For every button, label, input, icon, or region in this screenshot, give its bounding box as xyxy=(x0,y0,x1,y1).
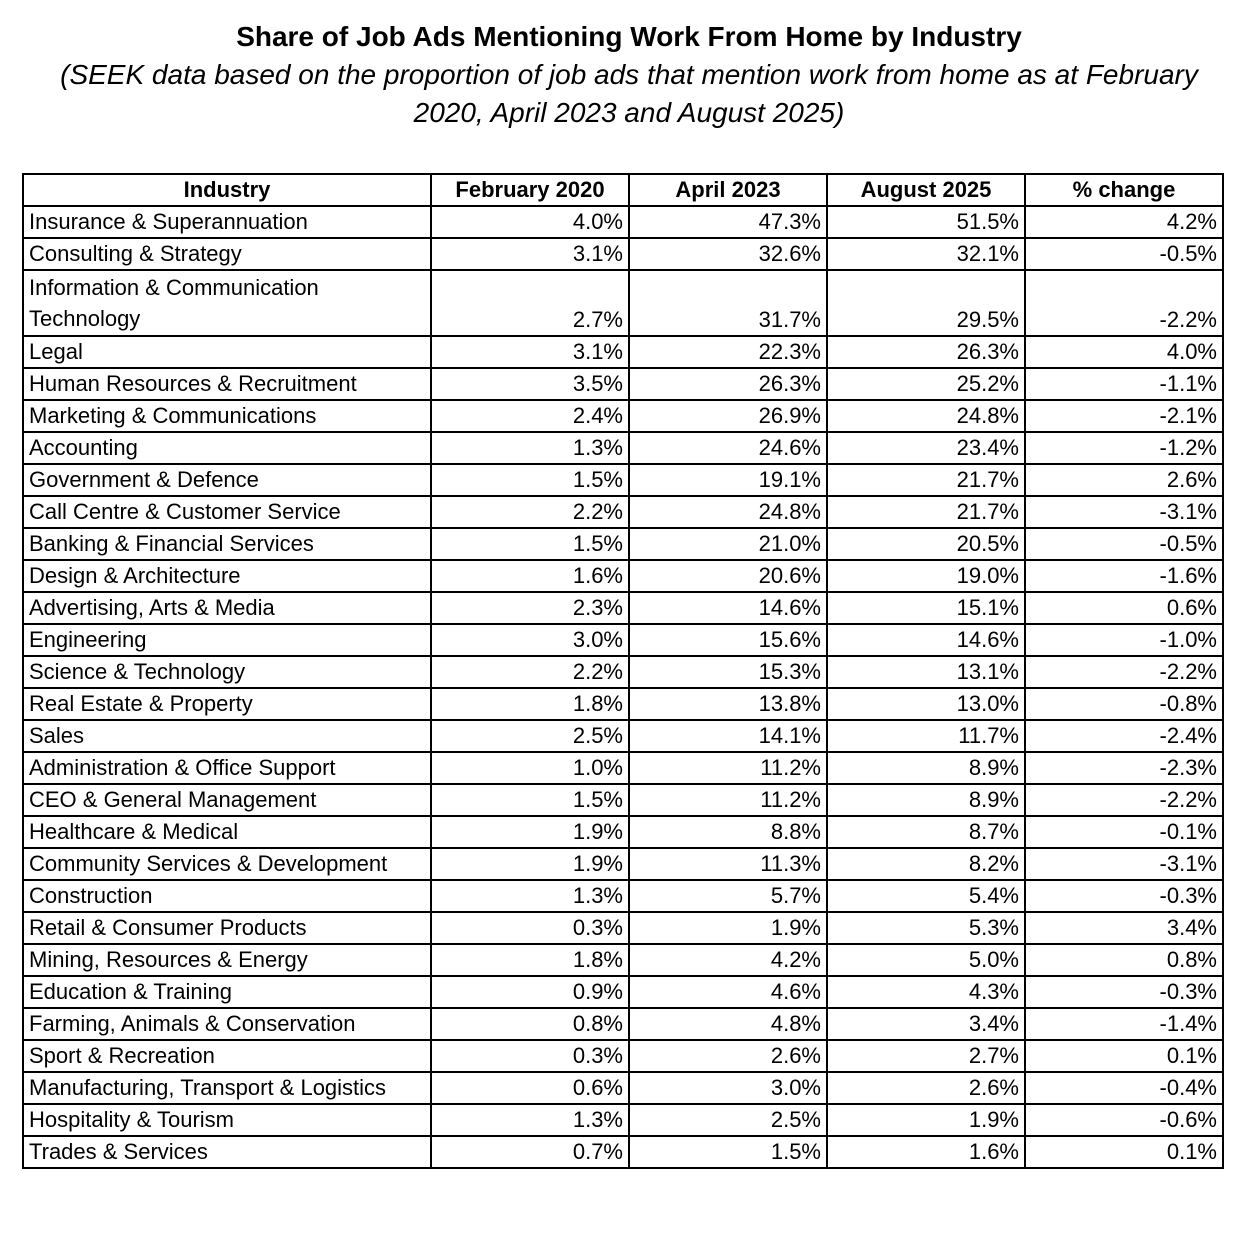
chart-subtitle: (SEEK data based on the proportion of job ads that mention work from home as at February 2020, April 2023 and August 2025) xyxy=(60,59,1198,128)
table-row xyxy=(23,784,1223,816)
industry-cell: Community Services & Development xyxy=(23,848,431,880)
industry-cell: Call Centre & Customer Service xyxy=(23,496,431,528)
apr-2023-cell: 2.6% xyxy=(629,1040,827,1072)
table-row xyxy=(23,752,1223,784)
table-row xyxy=(23,336,1223,368)
apr-2023-cell: 11.2% xyxy=(629,784,827,816)
table-row xyxy=(23,624,1223,656)
apr-2023-cell: 11.2% xyxy=(629,752,827,784)
column-header-apr-2023: April 2023 xyxy=(629,174,827,206)
pct-change-cell: 3.4% xyxy=(1025,912,1223,944)
feb-2020-cell: 2.2% xyxy=(431,656,629,688)
feb-2020-cell: 1.5% xyxy=(431,784,629,816)
aug-2025-cell: 51.5% xyxy=(827,206,1025,238)
table-row xyxy=(23,944,1223,976)
table-row xyxy=(23,206,1223,238)
table-row xyxy=(23,1008,1223,1040)
apr-2023-cell: 15.3% xyxy=(629,656,827,688)
table-row xyxy=(23,1040,1223,1072)
feb-2020-cell: 1.0% xyxy=(431,752,629,784)
industry-cell: Engineering xyxy=(23,624,431,656)
industry-cell: Education & Training xyxy=(23,976,431,1008)
pct-change-cell: -0.6% xyxy=(1025,1104,1223,1136)
table-row xyxy=(23,1104,1223,1136)
aug-2025-cell: 11.7% xyxy=(827,720,1025,752)
apr-2023-cell: 20.6% xyxy=(629,560,827,592)
feb-2020-cell: 2.5% xyxy=(431,720,629,752)
industry-cell: CEO & General Management xyxy=(23,784,431,816)
aug-2025-cell: 23.4% xyxy=(827,432,1025,464)
pct-change-cell: 0.1% xyxy=(1025,1136,1223,1168)
aug-2025-cell: 14.6% xyxy=(827,624,1025,656)
feb-2020-cell: 1.3% xyxy=(431,432,629,464)
pct-change-cell: 0.8% xyxy=(1025,944,1223,976)
apr-2023-cell: 24.8% xyxy=(629,496,827,528)
aug-2025-cell: 8.2% xyxy=(827,848,1025,880)
aug-2025-cell: 15.1% xyxy=(827,592,1025,624)
table-row xyxy=(23,1072,1223,1104)
industry-cell: Science & Technology xyxy=(23,656,431,688)
feb-2020-cell: 1.3% xyxy=(431,880,629,912)
industry-cell: Information & Communication Technology xyxy=(23,270,431,336)
apr-2023-cell: 32.6% xyxy=(629,238,827,270)
column-header-pct-change: % change xyxy=(1025,174,1223,206)
feb-2020-cell: 1.3% xyxy=(431,1104,629,1136)
apr-2023-cell: 11.3% xyxy=(629,848,827,880)
pct-change-cell: -2.2% xyxy=(1025,784,1223,816)
pct-change-cell: -1.6% xyxy=(1025,560,1223,592)
industry-cell: Insurance & Superannuation xyxy=(23,206,431,238)
industry-cell: Advertising, Arts & Media xyxy=(23,592,431,624)
feb-2020-cell: 0.3% xyxy=(431,912,629,944)
aug-2025-cell: 8.7% xyxy=(827,816,1025,848)
aug-2025-cell: 19.0% xyxy=(827,560,1025,592)
feb-2020-cell: 3.1% xyxy=(431,238,629,270)
pct-change-cell: 2.6% xyxy=(1025,464,1223,496)
feb-2020-cell: 1.9% xyxy=(431,816,629,848)
apr-2023-cell: 1.9% xyxy=(629,912,827,944)
pct-change-cell: -1.2% xyxy=(1025,432,1223,464)
pct-change-cell: 0.6% xyxy=(1025,592,1223,624)
apr-2023-cell: 3.0% xyxy=(629,1072,827,1104)
feb-2020-cell: 1.8% xyxy=(431,688,629,720)
feb-2020-cell: 1.6% xyxy=(431,560,629,592)
aug-2025-cell: 29.5% xyxy=(827,270,1025,336)
aug-2025-cell: 21.7% xyxy=(827,464,1025,496)
apr-2023-cell: 5.7% xyxy=(629,880,827,912)
feb-2020-cell: 2.4% xyxy=(431,400,629,432)
table-row xyxy=(23,560,1223,592)
feb-2020-cell: 2.3% xyxy=(431,592,629,624)
table-row xyxy=(23,848,1223,880)
aug-2025-cell: 2.7% xyxy=(827,1040,1025,1072)
feb-2020-cell: 0.8% xyxy=(431,1008,629,1040)
aug-2025-cell: 21.7% xyxy=(827,496,1025,528)
aug-2025-cell: 26.3% xyxy=(827,336,1025,368)
table-row xyxy=(23,464,1223,496)
column-header-aug-2025: August 2025 xyxy=(827,174,1025,206)
table-row xyxy=(23,496,1223,528)
feb-2020-cell: 1.5% xyxy=(431,464,629,496)
aug-2025-cell: 13.1% xyxy=(827,656,1025,688)
industry-cell: Sales xyxy=(23,720,431,752)
aug-2025-cell: 3.4% xyxy=(827,1008,1025,1040)
apr-2023-cell: 4.8% xyxy=(629,1008,827,1040)
industry-cell: Human Resources & Recruitment xyxy=(23,368,431,400)
apr-2023-cell: 15.6% xyxy=(629,624,827,656)
table-row xyxy=(23,976,1223,1008)
aug-2025-cell: 1.9% xyxy=(827,1104,1025,1136)
feb-2020-cell: 1.5% xyxy=(431,528,629,560)
table-row xyxy=(23,432,1223,464)
table-header-row xyxy=(23,174,1223,206)
apr-2023-cell: 19.1% xyxy=(629,464,827,496)
pct-change-cell: -2.1% xyxy=(1025,400,1223,432)
table-row xyxy=(23,656,1223,688)
industry-cell: Consulting & Strategy xyxy=(23,238,431,270)
apr-2023-cell: 26.3% xyxy=(629,368,827,400)
industry-cell: Administration & Office Support xyxy=(23,752,431,784)
apr-2023-cell: 26.9% xyxy=(629,400,827,432)
apr-2023-cell: 14.1% xyxy=(629,720,827,752)
table-row xyxy=(23,368,1223,400)
apr-2023-cell: 22.3% xyxy=(629,336,827,368)
feb-2020-cell: 1.8% xyxy=(431,944,629,976)
pct-change-cell: 4.0% xyxy=(1025,336,1223,368)
apr-2023-cell: 4.2% xyxy=(629,944,827,976)
industry-cell: Banking & Financial Services xyxy=(23,528,431,560)
apr-2023-cell: 31.7% xyxy=(629,270,827,336)
industry-cell: Legal xyxy=(23,336,431,368)
title-block xyxy=(0,18,1258,132)
pct-change-cell: -3.1% xyxy=(1025,496,1223,528)
industry-cell: Marketing & Communications xyxy=(23,400,431,432)
apr-2023-cell: 2.5% xyxy=(629,1104,827,1136)
pct-change-cell: -2.4% xyxy=(1025,720,1223,752)
table-row xyxy=(23,912,1223,944)
table-row xyxy=(23,720,1223,752)
pct-change-cell: -1.4% xyxy=(1025,1008,1223,1040)
data-table xyxy=(22,173,1224,1169)
industry-cell: Trades & Services xyxy=(23,1136,431,1168)
apr-2023-cell: 14.6% xyxy=(629,592,827,624)
apr-2023-cell: 24.6% xyxy=(629,432,827,464)
table-row xyxy=(23,880,1223,912)
aug-2025-cell: 20.5% xyxy=(827,528,1025,560)
table-row xyxy=(23,688,1223,720)
pct-change-cell: -0.3% xyxy=(1025,880,1223,912)
aug-2025-cell: 24.8% xyxy=(827,400,1025,432)
industry-cell: Accounting xyxy=(23,432,431,464)
industry-cell: Construction xyxy=(23,880,431,912)
feb-2020-cell: 3.0% xyxy=(431,624,629,656)
feb-2020-cell: 2.2% xyxy=(431,496,629,528)
pct-change-cell: -1.1% xyxy=(1025,368,1223,400)
aug-2025-cell: 5.3% xyxy=(827,912,1025,944)
pct-change-cell: -1.0% xyxy=(1025,624,1223,656)
aug-2025-cell: 4.3% xyxy=(827,976,1025,1008)
table-row xyxy=(23,270,1223,336)
table-row xyxy=(23,528,1223,560)
aug-2025-cell: 13.0% xyxy=(827,688,1025,720)
feb-2020-cell: 0.9% xyxy=(431,976,629,1008)
pct-change-cell: -0.5% xyxy=(1025,238,1223,270)
feb-2020-cell: 4.0% xyxy=(431,206,629,238)
pct-change-cell: -2.3% xyxy=(1025,752,1223,784)
aug-2025-cell: 8.9% xyxy=(827,752,1025,784)
pct-change-cell: -0.5% xyxy=(1025,528,1223,560)
aug-2025-cell: 2.6% xyxy=(827,1072,1025,1104)
feb-2020-cell: 2.7% xyxy=(431,270,629,336)
feb-2020-cell: 0.6% xyxy=(431,1072,629,1104)
industry-cell: Government & Defence xyxy=(23,464,431,496)
pct-change-cell: -3.1% xyxy=(1025,848,1223,880)
feb-2020-cell: 3.5% xyxy=(431,368,629,400)
apr-2023-cell: 21.0% xyxy=(629,528,827,560)
industry-cell: Hospitality & Tourism xyxy=(23,1104,431,1136)
aug-2025-cell: 5.0% xyxy=(827,944,1025,976)
apr-2023-cell: 47.3% xyxy=(629,206,827,238)
apr-2023-cell: 4.6% xyxy=(629,976,827,1008)
pct-change-cell: 4.2% xyxy=(1025,206,1223,238)
table-row xyxy=(23,400,1223,432)
apr-2023-cell: 13.8% xyxy=(629,688,827,720)
pct-change-cell: -0.1% xyxy=(1025,816,1223,848)
industry-cell: Manufacturing, Transport & Logistics xyxy=(23,1072,431,1104)
aug-2025-cell: 8.9% xyxy=(827,784,1025,816)
industry-cell: Farming, Animals & Conservation xyxy=(23,1008,431,1040)
industry-cell: Real Estate & Property xyxy=(23,688,431,720)
table-row xyxy=(23,592,1223,624)
apr-2023-cell: 8.8% xyxy=(629,816,827,848)
pct-change-cell: -2.2% xyxy=(1025,270,1223,336)
industry-cell: Design & Architecture xyxy=(23,560,431,592)
aug-2025-cell: 32.1% xyxy=(827,238,1025,270)
column-header-feb-2020: February 2020 xyxy=(431,174,629,206)
table-row xyxy=(23,238,1223,270)
column-header-industry: Industry xyxy=(23,174,431,206)
chart-title: Share of Job Ads Mentioning Work From Home by Industry xyxy=(236,21,1022,52)
pct-change-cell: -0.3% xyxy=(1025,976,1223,1008)
feb-2020-cell: 1.9% xyxy=(431,848,629,880)
table-body xyxy=(23,206,1223,1168)
aug-2025-cell: 25.2% xyxy=(827,368,1025,400)
industry-cell: Mining, Resources & Energy xyxy=(23,944,431,976)
pct-change-cell: -0.4% xyxy=(1025,1072,1223,1104)
industry-cell: Healthcare & Medical xyxy=(23,816,431,848)
aug-2025-cell: 1.6% xyxy=(827,1136,1025,1168)
industry-cell: Sport & Recreation xyxy=(23,1040,431,1072)
table-row xyxy=(23,1136,1223,1168)
feb-2020-cell: 3.1% xyxy=(431,336,629,368)
table-row xyxy=(23,816,1223,848)
apr-2023-cell: 1.5% xyxy=(629,1136,827,1168)
pct-change-cell: -2.2% xyxy=(1025,656,1223,688)
pct-change-cell: -0.8% xyxy=(1025,688,1223,720)
industry-cell: Retail & Consumer Products xyxy=(23,912,431,944)
feb-2020-cell: 0.3% xyxy=(431,1040,629,1072)
feb-2020-cell: 0.7% xyxy=(431,1136,629,1168)
aug-2025-cell: 5.4% xyxy=(827,880,1025,912)
pct-change-cell: 0.1% xyxy=(1025,1040,1223,1072)
